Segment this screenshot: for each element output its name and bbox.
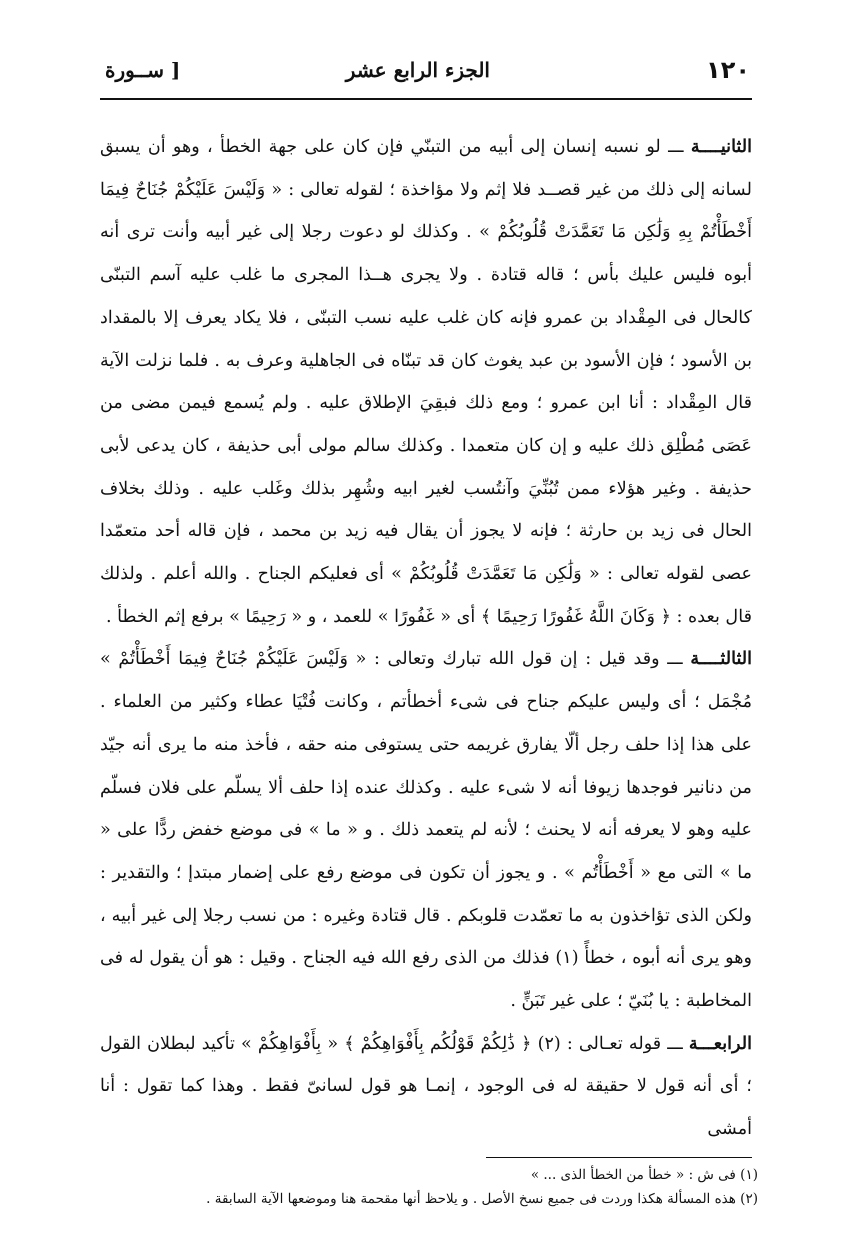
paragraph-second-issue <box>100 126 752 638</box>
running-title: الجزء الرابع عشر <box>345 58 490 82</box>
footnote-rule <box>486 1157 752 1158</box>
paragraph-third-issue <box>100 638 752 1022</box>
body-text <box>100 126 752 1151</box>
page-header <box>105 56 750 96</box>
paragraph-lead: الرابعـــة <box>688 1032 752 1054</box>
page-number: ١٢٠ <box>706 56 750 84</box>
paragraph-text: ـــ لو نسبه إنسان إلى أبيه من التبنّي فإن كان على جهة الخطأ ، وهو أن يسبق لسانه إلى ذلك من غير قصــد فلا إثم ولا مؤاخذة ؛ لقوله تعالى : « وَلَيْسَ عَلَيْكُمْ جُنَاحٌ فِيمَا أَخْطَأْتُمْ بِهِ وَلَٰكِن مَا تَعَمَّدَتْ قُلُوبُكُمْ » . وكذلك لو دعوت رجلا إلى غير أبيه وأنت ترى أنه أبوه فليس عليك بأس ؛ قاله قتادة . ولا يجرى هــذا المجرى ما غلب عليه آسم التبنّى كالحال فى المِقْداد بن عمرو فإنه كان غلب عليه نسب التبنّى ، فلا يكاد يعرف إلا بالمقداد بن الأسود ؛ فإن الأسود بن عبد يغوث كان قد تبنّاه فى الجاهلية وعرف به . فلما نزلت الآية قال المِقْداد : أنا ابن عمرو ؛ ومع ذلك فبقِيَ الإطلاق عليه . ولم يُسمع فيمن مضى من عَصَى مُطْلِق ذلك عليه و إن كان متعمدا . وكذلك سالم مولى أبى حذيفة ، كان يدعى لأبى حذيفة . وغير هؤلاء ممن تُبُنِّيَ وآنتُسب لغير ابيه وشُهِر بذلك وغَلب عليه . وذلك بخلاف الحال فى زيد بن حارثة ؛ فإنه لا يجوز أن يقال فيه زيد بن محمد ، فإن قاله أحد متعمّدا عصى لقوله تعالى : « وَلَٰكِن مَا تَعَمَّدَتْ قُلُوبُكُمْ » أى فعليكم الجناح . والله أعلم . ولذلك قال بعده : ﴿ وَكَانَ اللَّهُ غَفُورًا رَحِيمًا ﴾ أى « غَفُورًا » للعمد ، و « رَحِيمًا » برفع إثم الخطأ . <box>100 137 752 627</box>
paragraph-text: ـــ وقد قيل : إن قول الله تبارك وتعالى : « وَلَيْسَ عَلَيْكُمْ جُنَاحٌ فِيمَا أَخْطَأْتُمْ » مُجْمَل ؛ أى وليس عليكم جناح فى شىء أخطأتم ، وكانت فُتْيَا عطاء وكثير من العلماء . على هذا إذا حلف رجل ألّا يفارق غريمه حتى يستوفى منه حقه ، فأخذ منه ما يرى أنه جيّد من دنانير فوجدها زيوفا أنه لا شىء عليه . وكذلك عنده إذا حلف ألا يسلّم على فلان فسلّم عليه وهو لا يعرفه أنه لا يحنث ؛ لأنه لم يتعمد ذلك . و « ما » فى موضع خفض ردًّا على « ما » التى مع « أَخْطَأْتُم » . و يجوز أن تكون فى موضع رفع على إضمار مبتدإ ؛ والتقدير : ولكن الذى تؤاخذون به ما تعمّدت قلوبكم . قال قتادة وغيره : من نسب رجلا إلى غير أبيه ، وهو يرى أنه أبوه ، خطأً (١) فذلك من الذى رفع الله فيه الجناح . وقيل : هو أن يقول له فى المخاطبة : يا بُنَيّ ؛ على غير تَبَنٍّ . <box>100 649 752 1012</box>
footnote-2: (٢) هذه المسألة هكذا وردت فى جميع نسخ الأصل . و يلاحظ أنها مقحمة هنا وموضعها الآية السابقة . <box>206 1191 758 1207</box>
footnotes <box>100 1163 758 1211</box>
paragraph-lead: الثالثــــة <box>690 648 752 670</box>
paragraph-fourth-issue <box>100 1023 752 1151</box>
paragraph-lead: الثانيــــة <box>690 136 752 157</box>
section-title: [ ســورة <box>105 58 181 82</box>
footnote-1: (١) فى ش : « خطأ من الخطأ الذى ... » <box>530 1167 758 1183</box>
header-rule <box>100 98 752 100</box>
paragraph-text: ـــ قوله تعـالى : (٢) ﴿ ذَٰلِكُمْ قَوْلُكُم بِأَفْوَاهِكُمْ ﴾ « بِأَفْوَاهِكُمْ » تأكيد لبطلان القول ؛ أى أنه قول لا حقيقة له فى الوجود ، إنمـا هو قول لسانىّ فقط . وهذا كما تقول : أنا أمشى <box>100 1033 753 1140</box>
